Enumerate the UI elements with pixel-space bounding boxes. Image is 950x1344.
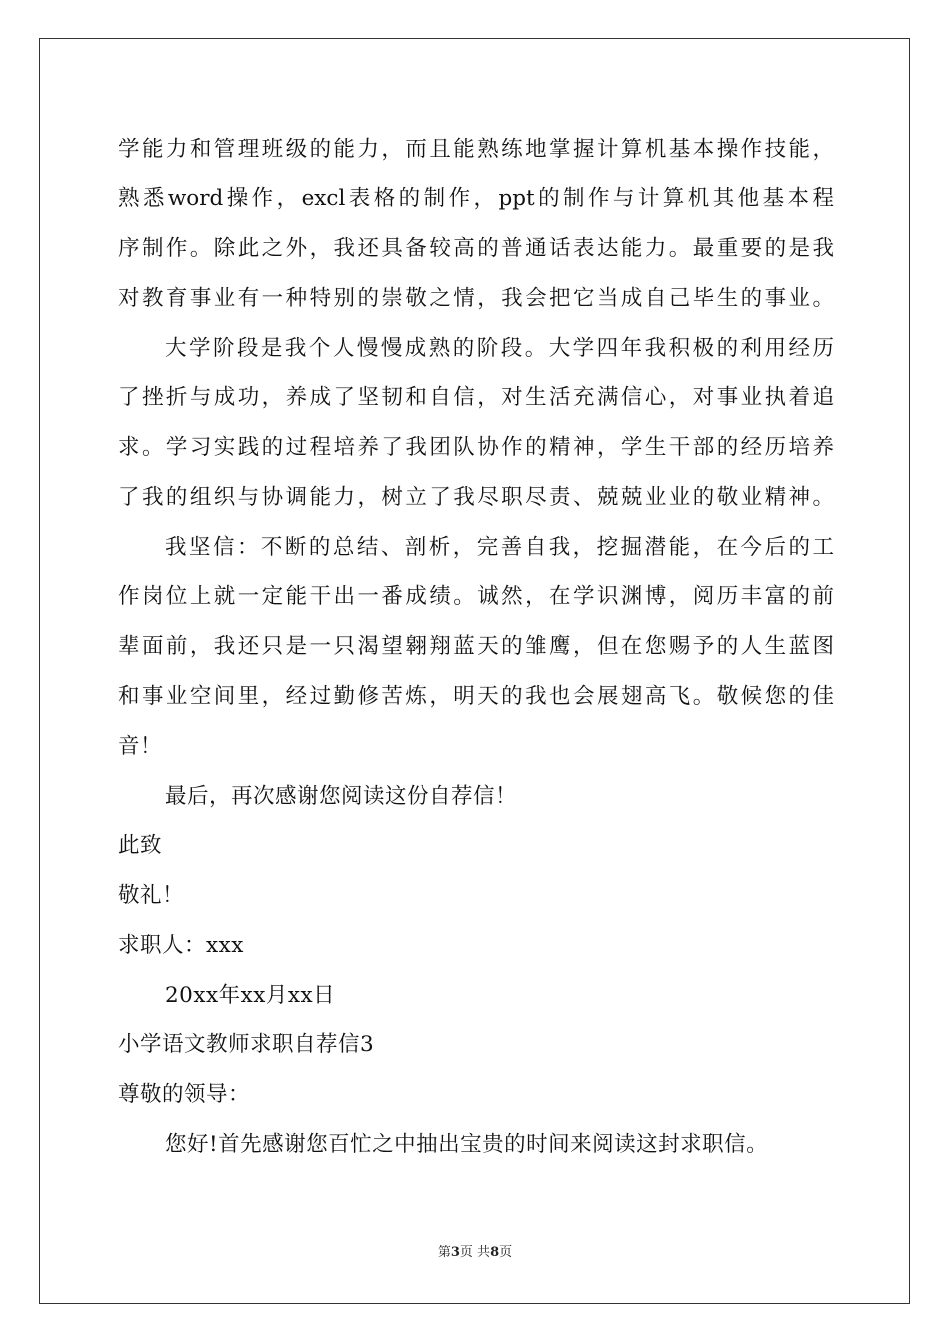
paragraph-2-line-3: 求。学习实践的过程培养了我团队协作的精神，学生干部的经历培养 [118, 435, 834, 460]
paragraph-2-line-2: 了挫折与成功，养成了坚韧和自信，对生活充满信心，对事业执着追 [118, 385, 834, 410]
paragraph-3-line-1: 我坚信：不断的总结、剖析，完善自我，挖掘潜能，在今后的工 [165, 535, 834, 560]
opening-line: 您好!首先感谢您百忙之中抽出宝贵的时间来阅读这封求职信。 [165, 1132, 769, 1157]
text-line-2: 熟悉word操作，excl表格的制作，ppt的制作与计算机其他基本程 [118, 186, 834, 211]
paragraph-3-line-3: 辈面前，我还只是一只渴望翱翔蓝天的雏鹰，但在您赐予的人生蓝图 [118, 634, 834, 659]
page-footer [0, 1244, 950, 1262]
page-prefix: 第 [437, 1245, 451, 1260]
page-border [39, 38, 910, 1304]
total-page-number: 8 [490, 1245, 500, 1260]
salutation-jingli: 敬礼！ [118, 883, 185, 908]
paragraph-2-line-1: 大学阶段是我个人慢慢成熟的阶段。大学四年我积极的利用经历 [165, 336, 834, 361]
page-suffix: 页 [499, 1245, 513, 1260]
text-line-3: 序制作。除此之外，我还具备较高的普通话表达能力。最重要的是我 [118, 236, 834, 261]
salutation-cizhi: 此致 [118, 833, 163, 858]
paragraph-2-line-4: 了我的组织与协调能力，树立了我尽职尽责、兢兢业业的敬业精神。 [118, 485, 834, 510]
applicant-name: 求职人：xxx [118, 933, 244, 958]
text-line-4: 对教育事业有一种特别的崇敬之情，我会把它当成自己毕生的事业。 [118, 286, 834, 311]
current-page-number: 3 [450, 1245, 460, 1260]
text-line-1: 学能力和管理班级的能力，而且能熟练地掌握计算机基本操作技能， [118, 137, 834, 162]
paragraph-3-line-5: 音！ [118, 734, 163, 759]
paragraph-3-line-4: 和事业空间里，经过勤修苦炼，明天的我也会展翅高飞。敬候您的佳 [118, 684, 834, 709]
page-mid: 页 共 [459, 1245, 491, 1260]
letter-date: 20xx年xx月xx日 [165, 983, 336, 1008]
greeting: 尊敬的领导： [118, 1082, 251, 1107]
closing-thanks: 最后，再次感谢您阅读这份自荐信！ [165, 784, 518, 809]
section-title: 小学语文教师求职自荐信3 [118, 1032, 375, 1057]
paragraph-3-line-2: 作岗位上就一定能干出一番成绩。诚然，在学识渊博，阅历丰富的前 [118, 584, 834, 609]
